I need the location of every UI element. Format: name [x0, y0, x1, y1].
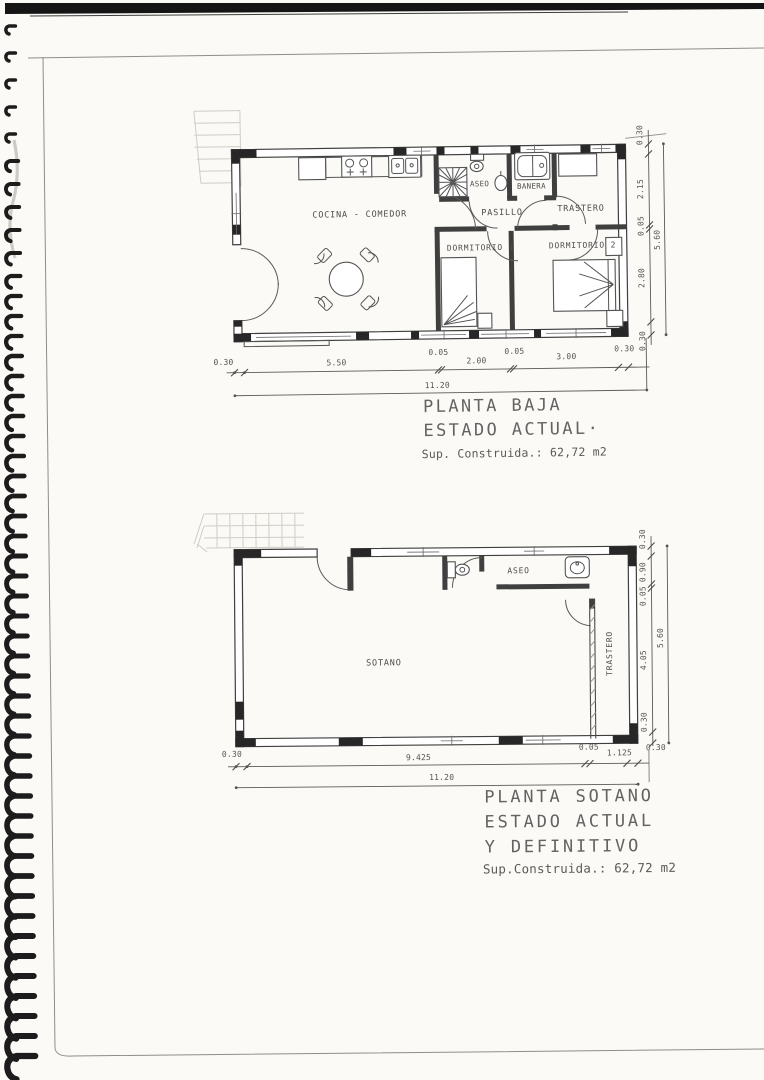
- windows: [407, 546, 561, 746]
- dim: 0.05: [636, 215, 646, 237]
- room-label-aseo: ASEO: [469, 179, 490, 189]
- room-label-pasillo: PASILLO: [481, 207, 523, 219]
- dim: 4.05: [639, 650, 649, 671]
- trastero-partition: [590, 599, 596, 739]
- built-area: Sup. Construida.: 62,72 m2: [421, 444, 608, 462]
- basement-entry-door: [317, 557, 348, 590]
- dim: 0.30: [614, 344, 635, 354]
- dim: 5.50: [326, 358, 347, 368]
- room-label-sotano: SOTANO: [366, 658, 402, 669]
- room-label-dorm1: DORMITORIO 1: [446, 242, 515, 253]
- plan-title: PLANTA SOTANO: [484, 786, 654, 808]
- dimensions-right: [625, 125, 669, 352]
- dim: 0.30: [638, 330, 648, 352]
- interior-walls: [347, 555, 596, 741]
- spiral-binding: [6, 26, 35, 1079]
- trastero-shelf: [559, 154, 597, 177]
- dim: 0.30: [221, 749, 243, 759]
- title-block-basement: [482, 786, 676, 877]
- dim-total-height: 5.60: [655, 627, 665, 649]
- dim: 0.30: [635, 124, 645, 146]
- toilet: [447, 562, 469, 578]
- dim-total-width: 11.20: [424, 380, 450, 391]
- dim-total-height: 5.60: [652, 229, 662, 250]
- room-label-trastero: TRASTERO: [604, 630, 615, 676]
- toilet: [470, 154, 484, 171]
- room-label-dorm2: DORMITORIO 2: [548, 240, 617, 251]
- plan-subtitle: ESTADO ACTUAL: [484, 811, 655, 833]
- washbasin: [565, 557, 589, 578]
- floor-plan-ground: [194, 105, 671, 465]
- dim: 0.30: [637, 529, 648, 550]
- bed-double: [553, 237, 623, 327]
- scan-artifacts: [5, 3, 764, 1056]
- shower-tray: [439, 167, 467, 196]
- dimensions-bottom: [213, 338, 650, 397]
- dim: 9.425: [405, 752, 432, 763]
- plan-title: PLANTA BAJA: [422, 395, 563, 418]
- dim: 0.05: [428, 347, 449, 358]
- dim: 0.05: [504, 346, 525, 356]
- room-label-aseo: ASEO: [507, 566, 530, 576]
- dim: 2.00: [466, 356, 487, 366]
- fridge: [299, 157, 326, 179]
- dim: 0.30: [639, 712, 649, 733]
- entry-step: [244, 340, 329, 346]
- dim-total-width: 11.20: [429, 772, 455, 783]
- washbasin: [495, 171, 507, 191]
- plan-subtitle2: Y DEFINITIVO: [484, 836, 642, 858]
- room-label-trastero: TRASTERO: [557, 203, 605, 215]
- dim: 0.30: [213, 357, 234, 368]
- doors: [240, 192, 599, 321]
- floor-plan-basement: [194, 510, 676, 879]
- dim: 2.15: [635, 178, 646, 200]
- room-label-kitchen: COCINA - COMEDOR: [312, 209, 408, 221]
- dimensions-right: [638, 529, 670, 747]
- title-block-ground: [421, 395, 607, 462]
- exterior-stairs-basement: [194, 513, 304, 552]
- room-label-banera: BANERA: [516, 181, 546, 191]
- trastero-door: [566, 600, 591, 626]
- dimensions-bottom: [222, 742, 666, 789]
- stove: [342, 156, 372, 177]
- entry-door-leaf-top: [241, 248, 279, 286]
- dim: 0.05: [638, 586, 648, 607]
- built-area: Sup.Construida.: 62,72 m2: [482, 859, 677, 877]
- dim: 2.80: [637, 267, 647, 289]
- dining-table: [314, 247, 379, 311]
- dim: 3.00: [556, 351, 577, 362]
- dim: 0.05: [578, 742, 599, 752]
- plan-subtitle: ESTADO ACTUAL·: [423, 418, 601, 442]
- entry-door-leaf-bottom: [241, 283, 279, 321]
- bed-single: [441, 257, 492, 329]
- dim: 0.90: [638, 562, 648, 583]
- bathtub: [515, 152, 550, 179]
- dim: 1.125: [606, 748, 633, 758]
- dim: 0.30: [645, 742, 666, 753]
